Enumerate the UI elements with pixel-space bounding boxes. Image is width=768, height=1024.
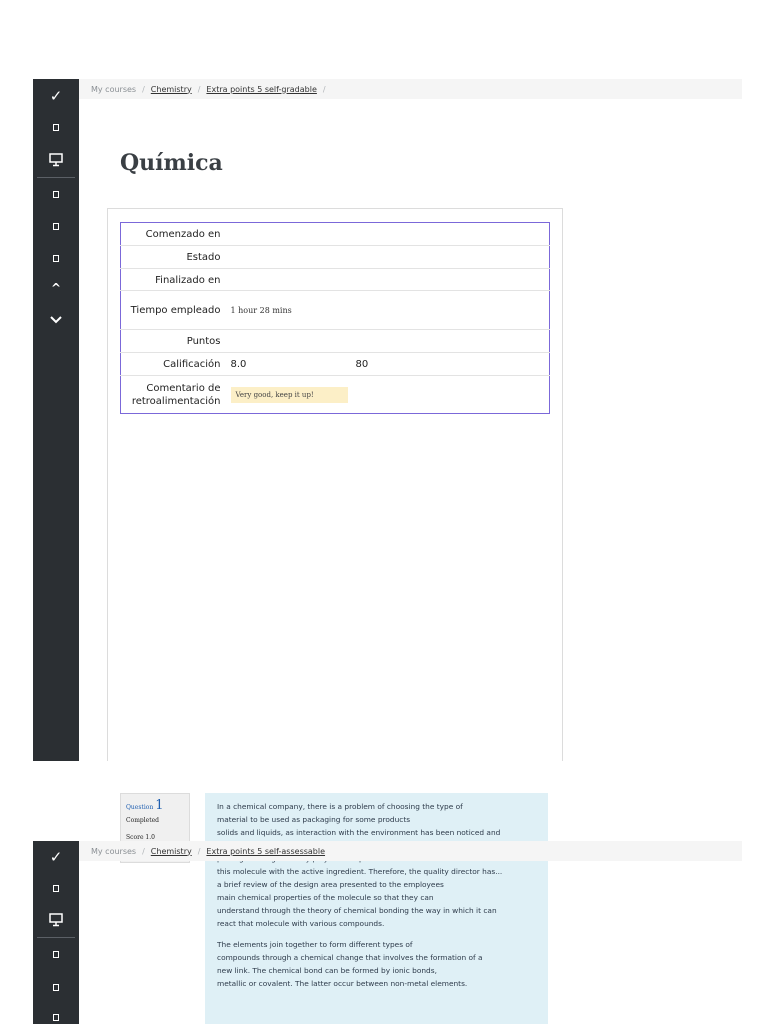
menu-square-icon[interactable]	[33, 946, 79, 962]
feedback-label: Comentario de retroalimentación	[131, 383, 221, 407]
question-label: Question	[126, 804, 154, 811]
question-line: understand through the theory of chemical bonding the way in which it can	[217, 906, 497, 915]
finished-label: Finalizado en	[155, 274, 221, 286]
summary-row-feedback	[121, 376, 550, 414]
summary-row-started	[121, 223, 550, 246]
breadcrumb-quiz[interactable]: Extra points 5 self-gradable	[206, 84, 317, 94]
question-paragraph	[217, 800, 536, 930]
question-line: new link. The chemical bond can be formed by ionic bonds,	[217, 966, 437, 975]
sidebar	[33, 79, 79, 761]
breadcrumb-quiz[interactable]: Extra points 5 self-assessable	[206, 846, 326, 856]
question-line: react that molecule with various compounds.	[217, 919, 385, 928]
grade-label: Calificación	[163, 359, 221, 370]
menu-square-icon[interactable]	[33, 1010, 79, 1024]
question-score: Score 1.0	[126, 834, 155, 841]
summary-row-time	[121, 291, 550, 330]
question-line: material to be used as packaging for some products	[217, 815, 411, 824]
attempt-summary-table	[120, 222, 550, 414]
state-value	[227, 246, 352, 269]
menu-square-icon[interactable]	[33, 218, 79, 234]
check-icon[interactable]: ✓	[49, 848, 63, 866]
started-value	[227, 223, 352, 246]
question-line: solids and liquids, as interaction with the environment has been noticed and	[217, 828, 501, 837]
sidebar-separator	[37, 177, 75, 178]
summary-row-finished	[121, 269, 550, 291]
points-value	[227, 330, 352, 353]
feedback-value: Very good, keep it up!	[231, 387, 348, 403]
feedback-cell	[227, 376, 352, 414]
points-label: Puntos	[186, 336, 221, 347]
time-value: 1 hour 28 mins	[230, 305, 292, 315]
time-label: Tiempo empleado	[130, 305, 221, 316]
sidebar-separator	[37, 937, 75, 938]
breadcrumb-separator: /	[142, 84, 145, 94]
finished-value	[227, 269, 352, 291]
breadcrumb-separator: /	[197, 846, 201, 856]
breadcrumb	[79, 841, 742, 861]
question-text	[205, 793, 548, 1024]
menu-square-icon[interactable]	[33, 250, 79, 266]
question-status: Completed	[126, 817, 160, 824]
question-line: In a chemical company, there is a problem of choosing the type of	[217, 802, 463, 811]
breadcrumb	[79, 79, 742, 99]
quiz-review-card	[107, 208, 563, 761]
question-line: The elements join together to form different types of	[217, 940, 413, 949]
chevron-down-icon[interactable]	[33, 312, 79, 328]
summary-row-points	[121, 330, 550, 353]
summary-row-state	[121, 246, 550, 269]
menu-square-icon[interactable]	[33, 186, 79, 202]
question-paragraph	[217, 938, 536, 990]
monitor-icon[interactable]	[33, 149, 79, 171]
grade-value: 8.0	[230, 358, 247, 370]
breadcrumb-separator: /	[142, 846, 145, 856]
menu-square-icon[interactable]	[33, 979, 79, 995]
grade-percent: 80	[355, 358, 369, 370]
question-line: this molecule with the active ingredient. Therefore, the quality director has...	[217, 867, 503, 876]
started-label: Comenzado en	[145, 229, 221, 240]
question-line: a brief review of the design area presented to the employees	[217, 880, 444, 889]
breadcrumb-course[interactable]: Chemistry	[150, 84, 192, 94]
summary-row-grade	[121, 353, 550, 376]
menu-square-icon[interactable]	[33, 119, 79, 135]
question-line: metallic or covalent. The latter occur between non-metal elements.	[217, 979, 468, 988]
state-label: Estado	[186, 252, 221, 263]
menu-square-icon[interactable]	[33, 880, 79, 896]
check-icon[interactable]: ✓	[49, 87, 63, 105]
page-title: Química	[120, 150, 223, 176]
question-line: main chemical properties of the molecule so that they can	[217, 893, 434, 902]
question-number: 1	[155, 798, 164, 813]
breadcrumb-my-courses[interactable]: My courses	[91, 846, 137, 856]
breadcrumb-course[interactable]: Chemistry	[150, 846, 192, 856]
sidebar	[33, 841, 79, 1024]
chevron-up-icon[interactable]: ^	[50, 281, 62, 295]
breadcrumb-separator: /	[197, 84, 201, 94]
breadcrumb-separator: /	[322, 84, 326, 94]
breadcrumb-my-courses[interactable]: My courses	[91, 84, 137, 94]
monitor-icon[interactable]	[33, 909, 79, 931]
question-line: compounds through a chemical change that involves the formation of a	[217, 953, 483, 962]
